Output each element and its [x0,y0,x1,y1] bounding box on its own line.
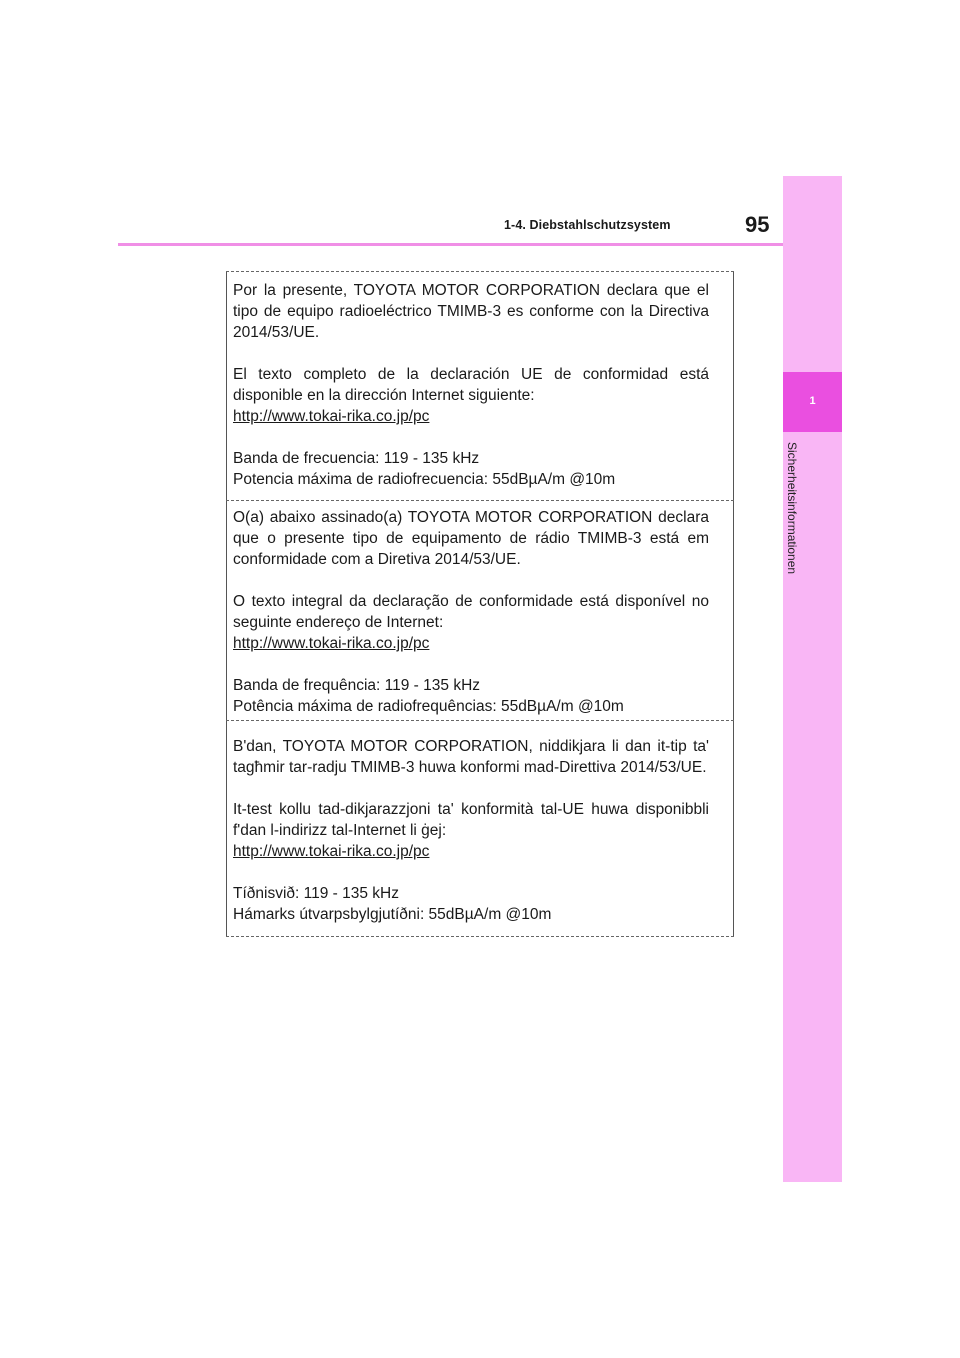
intro-line: tagħmir tar-radju TMIMB-3 huwa konformi mad-Direttiva 2014/53/UE. [233,759,707,776]
intro-line: que o presente tipo de equipamento de rádio TMIMB-3 está em [233,530,709,547]
availability-paragraph [233,591,709,654]
intro-line: conformidade com a Diretiva 2014/53/UE. [233,551,521,568]
header-rule [118,243,783,246]
intro-line: Por la presente, TOYOTA MOTOR CORPORATION declara que el [233,282,709,299]
availability-line: It-test kollu tad-dikjarazzjoni ta' konformità tal-UE huwa disponibbli [233,801,709,818]
frequency-band: Tíðnisvið: 119 - 135 kHz [233,885,399,902]
declaration-es [233,280,709,490]
box-bottom-rule [226,936,734,937]
header-section-title: 1-4. Diebstahlschutzsystem [504,218,671,232]
box-top-rule [226,271,734,272]
declaration-mt [233,736,709,925]
availability-line: El texto completo de la declaración UE de conformidad está [233,366,709,383]
max-power: Potência máxima de radiofrequências: 55dBµA/m @10m [233,698,624,715]
availability-paragraph [233,364,709,427]
chapter-side-tab [783,176,842,1182]
max-power: Hámarks útvarpsbylgjutíðni: 55dBµA/m @10m [233,906,552,923]
frequency-band: Banda de frequência: 119 - 135 kHz [233,677,481,694]
intro-line: tipo de equipo radioeléctrico TMIMB-3 es conforme con la Directiva [233,303,709,320]
box-divider-1 [226,500,734,501]
declaration-url-link[interactable]: http://www.tokai-rika.co.jp/pc [233,635,430,652]
max-power: Potencia máxima de radiofrecuencia: 55dBµA/m @10m [233,471,616,488]
intro-line: O(a) abaixo assinado(a) TOYOTA MOTOR CORPORATION declara [233,509,709,526]
intro-paragraph [233,507,709,570]
declaration-url-link[interactable]: http://www.tokai-rika.co.jp/pc [233,408,430,425]
declaration-url-link[interactable]: http://www.tokai-rika.co.jp/pc [233,843,430,860]
availability-line: disponible en la dirección Internet siguiente: [233,387,535,404]
intro-paragraph [233,736,709,778]
box-divider-2 [226,720,734,721]
specs-paragraph [233,883,709,925]
declaration-pt [233,507,709,717]
intro-line: B'dan, TOYOTA MOTOR CORPORATION, niddikjara li dan it-tip ta' [233,738,709,755]
chapter-number: 1 [809,395,816,407]
chapter-label: Sicherheitsinformationen [785,442,799,575]
intro-line: 2014/53/UE. [233,324,320,341]
specs-paragraph [233,448,709,490]
availability-line: seguinte endereço de Internet: [233,614,444,631]
availability-paragraph [233,799,709,862]
availability-line: f'dan l-indirizz tal-Internet li ġej: [233,822,447,839]
specs-paragraph [233,675,709,717]
page-number: 95 [745,212,770,237]
frequency-band: Banda de frecuencia: 119 - 135 kHz [233,450,480,467]
intro-paragraph [233,280,709,343]
availability-line: O texto integral da declaração de conformidade está disponível no [233,593,709,610]
